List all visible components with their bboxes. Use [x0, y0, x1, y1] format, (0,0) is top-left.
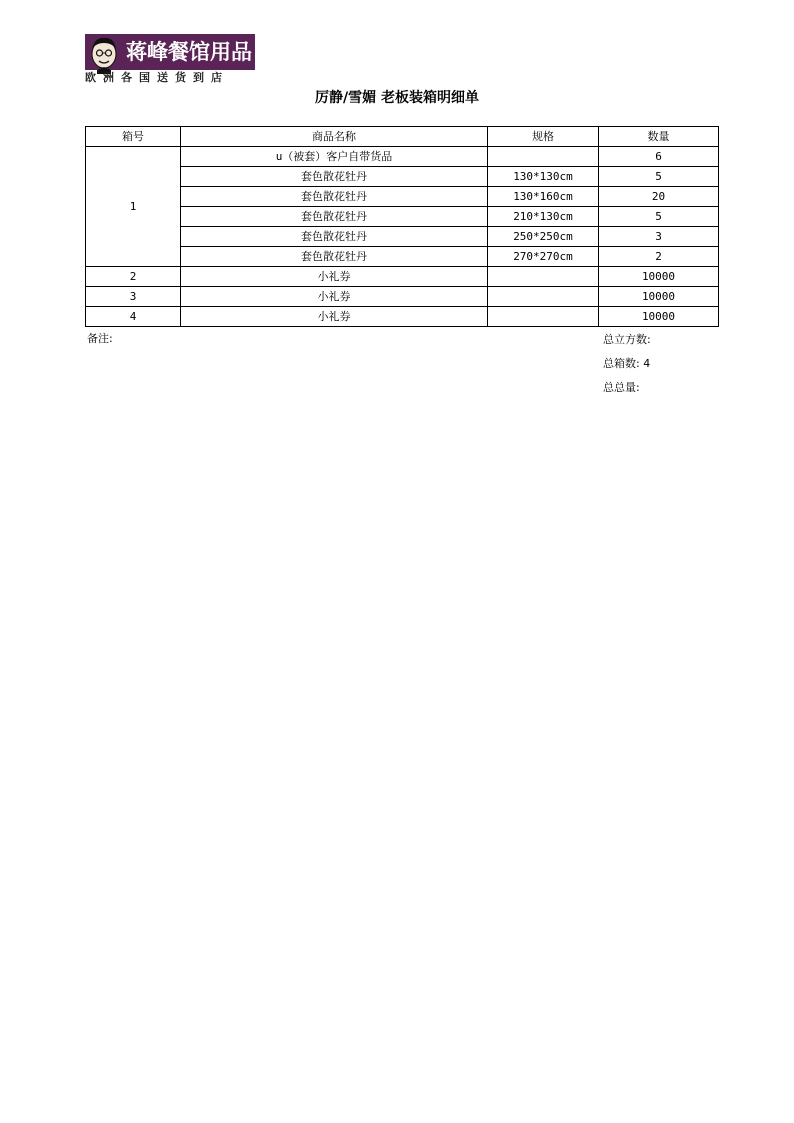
total-weight-label: 总总量:	[603, 381, 640, 394]
table-row	[86, 287, 719, 307]
table-row	[86, 227, 719, 247]
specification-cell	[488, 267, 599, 287]
specification-cell: 250*250cm	[488, 227, 599, 247]
specification-cell	[488, 287, 599, 307]
product-name-cell: 套色散花牡丹	[181, 187, 488, 207]
product-name-cell: 套色散花牡丹	[181, 207, 488, 227]
table-row	[86, 187, 719, 207]
table-row	[86, 307, 719, 327]
company-logo	[85, 34, 255, 86]
product-name-cell: 小礼券	[181, 287, 488, 307]
product-name-cell: 套色散花牡丹	[181, 247, 488, 267]
packing-list-table	[85, 126, 719, 327]
quantity-cell: 2	[599, 247, 719, 267]
table-row	[86, 207, 719, 227]
quantity-cell: 5	[599, 167, 719, 187]
header-quantity: 数量	[599, 127, 719, 147]
quantity-cell: 6	[599, 147, 719, 167]
table-row	[86, 267, 719, 287]
quantity-cell: 10000	[599, 287, 719, 307]
logo-title: 蒋峰餐馆用品	[126, 40, 252, 64]
header-box-number: 箱号	[86, 127, 181, 147]
specification-cell: 210*130cm	[488, 207, 599, 227]
product-name-cell: 套色散花牡丹	[181, 167, 488, 187]
product-name-cell: 小礼券	[181, 267, 488, 287]
total-boxes-row	[603, 352, 651, 376]
header-product-name: 商品名称	[181, 127, 488, 147]
portrait-icon	[85, 34, 123, 74]
quantity-cell: 10000	[599, 267, 719, 287]
specification-cell	[488, 147, 599, 167]
total-volume-row	[603, 328, 651, 352]
logo-subtitle: 欧洲各国送货到店	[85, 71, 229, 84]
quantity-cell: 3	[599, 227, 719, 247]
total-boxes-value: 4	[643, 357, 651, 370]
total-boxes-label: 总箱数:	[603, 357, 640, 370]
specification-cell	[488, 307, 599, 327]
specification-cell: 130*130cm	[488, 167, 599, 187]
header-specification: 规格	[488, 127, 599, 147]
product-name-cell: 小礼券	[181, 307, 488, 327]
product-name-cell: 套色散花牡丹	[181, 227, 488, 247]
table-row	[86, 167, 719, 187]
specification-cell: 130*160cm	[488, 187, 599, 207]
total-weight-row	[603, 376, 651, 400]
quantity-cell: 10000	[599, 307, 719, 327]
document-title: 厉静/雪媚 老板装箱明细单	[315, 90, 479, 106]
table-header-row	[86, 127, 719, 147]
box-number-cell: 3	[86, 287, 181, 307]
box-number-cell: 2	[86, 267, 181, 287]
table-row	[86, 147, 719, 167]
product-name-cell: u（被套）客户自带货品	[181, 147, 488, 167]
remark-label: 备注:	[87, 332, 113, 345]
table-row	[86, 247, 719, 267]
box-number-cell: 4	[86, 307, 181, 327]
box-number-cell: 1	[86, 147, 181, 267]
total-volume-label: 总立方数:	[603, 333, 651, 346]
totals-block	[603, 328, 651, 400]
specification-cell: 270*270cm	[488, 247, 599, 267]
quantity-cell: 20	[599, 187, 719, 207]
quantity-cell: 5	[599, 207, 719, 227]
